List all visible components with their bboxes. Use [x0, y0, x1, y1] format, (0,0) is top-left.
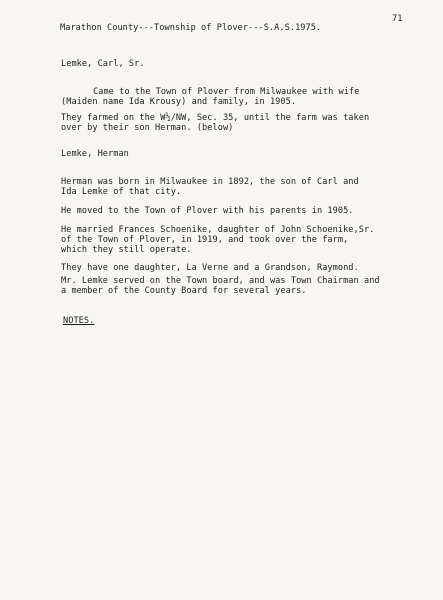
paragraph-line: He married Frances Schoenike, daughter of John Schoenike,Sr.	[61, 225, 375, 235]
paragraph-line: Herman was born in Milwaukee in 1892, the son of Carl and	[61, 177, 359, 187]
entry-name-herman-lemke: Lemke, Herman	[61, 149, 129, 159]
paragraph-line: over by their son Herman. (below)	[61, 123, 234, 133]
paragraph-line: Came to the Town of Plover from Milwaukee with wife	[93, 87, 360, 97]
paragraph-line: Mr. Lemke served on the Town board, and was Town Chairman and	[61, 276, 380, 286]
document-header: Marathon County---Township of Plover---S.A.S.1975.	[60, 23, 322, 33]
paragraph-line: They farmed on the W½/NW, Sec. 35, until the farm was taken	[61, 113, 370, 123]
paragraph-line: which they still operate.	[61, 245, 192, 255]
entry-name-carl-lemke: Lemke, Carl, Sr.	[61, 59, 145, 69]
paragraph-line: a member of the County Board for several years.	[61, 286, 307, 296]
paragraph-line: Ida Lemke of that city.	[61, 187, 182, 197]
notes-heading: NOTES.	[63, 316, 95, 326]
paragraph-line: They have one daughter, La Verne and a Grandson, Raymond.	[61, 263, 359, 273]
page-number: 71	[392, 14, 403, 24]
paragraph-line: He moved to the Town of Plover with his parents in 1905.	[61, 206, 354, 216]
paragraph-line: of the Town of Plover, in 1919, and took over the farm,	[61, 235, 349, 245]
paragraph-line: (Maiden name Ida Krousy) and family, in 1905.	[61, 97, 297, 107]
